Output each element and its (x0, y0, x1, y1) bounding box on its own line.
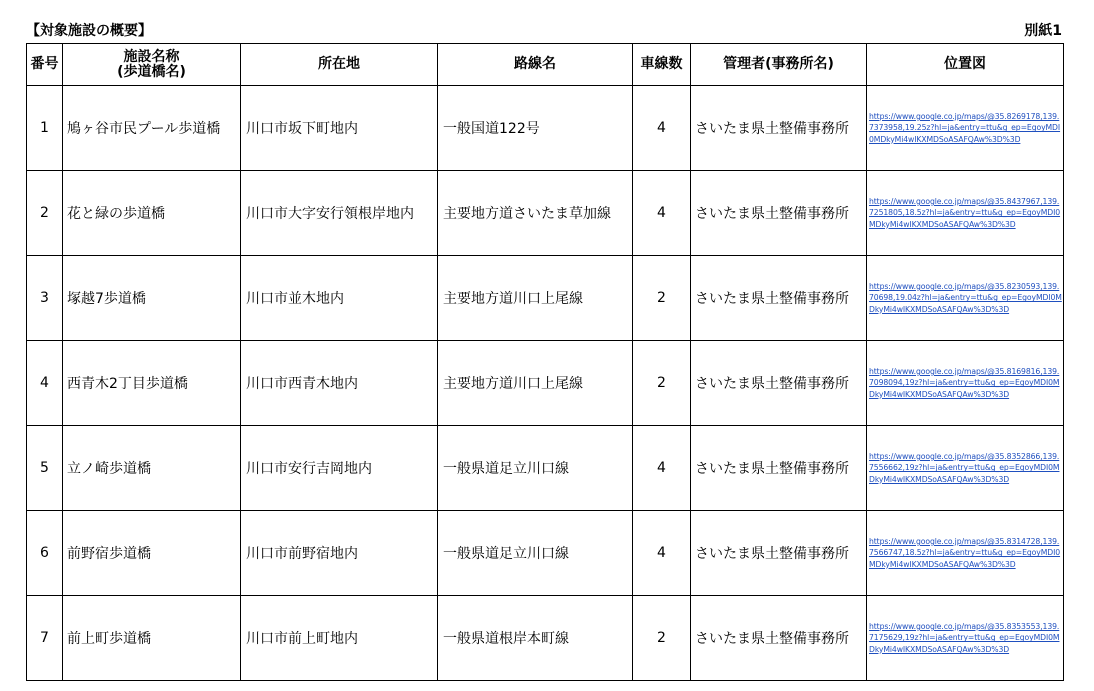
lane-count: 4 (633, 511, 691, 596)
row-number: 4 (27, 341, 63, 426)
header-facility-name: 施設名称 (歩道橋名) (63, 44, 241, 86)
lane-count: 4 (633, 426, 691, 511)
facility-location: 川口市坂下町地内 (241, 86, 438, 171)
header-number: 番号 (27, 44, 63, 86)
map-link[interactable]: https://www.google.co.jp/maps/@35.8169816,139.7098094,19z?hl=ja&entry=ttu&g_ep=EgoyMDI0MDkyMi4wIKXMDSoASAFQAw%3D%3D (869, 366, 1060, 399)
facility-name: 前上町歩道橋 (63, 596, 241, 681)
table-row (27, 596, 1064, 681)
map-link[interactable]: https://www.google.co.jp/maps/@35.8230593,139.70698,19.04z?hl=ja&entry=ttu&g_ep=EgoyMDI0MDkyMi4wIKXMDSoASAFQAw%3D%3D (869, 281, 1062, 314)
manager-office: さいたま県土整備事務所 (691, 341, 867, 426)
header-lanes: 車線数 (633, 44, 691, 86)
manager-office: さいたま県土整備事務所 (691, 596, 867, 681)
route-name: 一般県道足立川口線 (438, 426, 633, 511)
facility-location: 川口市安行吉岡地内 (241, 426, 438, 511)
manager-office: さいたま県土整備事務所 (691, 171, 867, 256)
route-name: 一般県道根岸本町線 (438, 596, 633, 681)
row-number: 3 (27, 256, 63, 341)
table-row (27, 341, 1064, 426)
table-row (27, 426, 1064, 511)
table-row (27, 86, 1064, 171)
map-link[interactable]: https://www.google.co.jp/maps/@35.8314728,139.7566747,18.5z?hl=ja&entry=ttu&g_ep=EgoyMDI0MDkyMi4wIKXMDSoASAFQAw%3D%3D (869, 536, 1061, 569)
row-number: 2 (27, 171, 63, 256)
header-location: 所在地 (241, 44, 438, 86)
facility-name: 立ノ崎歩道橋 (63, 426, 241, 511)
facility-name: 鳩ヶ谷市民プール歩道橋 (63, 86, 241, 171)
document-header (26, 17, 1062, 39)
lane-count: 2 (633, 596, 691, 681)
row-number: 1 (27, 86, 63, 171)
row-number: 5 (27, 426, 63, 511)
facility-location: 川口市西青木地内 (241, 341, 438, 426)
lane-count: 2 (633, 256, 691, 341)
manager-office: さいたま県土整備事務所 (691, 256, 867, 341)
table-row (27, 256, 1064, 341)
facility-name: 花と緑の歩道橋 (63, 171, 241, 256)
document-title: 【対象施設の概要】 (26, 23, 152, 39)
route-name: 主要地方道川口上尾線 (438, 341, 633, 426)
lane-count: 2 (633, 341, 691, 426)
lane-count: 4 (633, 86, 691, 171)
facility-name: 西青木2丁目歩道橋 (63, 341, 241, 426)
map-link[interactable]: https://www.google.co.jp/maps/@35.8437967,139.7251805,18.5z?hl=ja&entry=ttu&g_ep=EgoyMDI0MDkyMi4wIKXMDSoASAFQAw%3D%3D (869, 196, 1061, 229)
table-row (27, 171, 1064, 256)
map-link[interactable]: https://www.google.co.jp/maps/@35.8269178,139.7373958,19.25z?hl=ja&entry=ttu&g_ep=EgoyMDI0MDkyMi4wIKXMDSoASAFQAw%3D%3D (869, 111, 1061, 144)
lane-count: 4 (633, 171, 691, 256)
map-link[interactable]: https://www.google.co.jp/maps/@35.8352866,139.7556662,19z?hl=ja&entry=ttu&g_ep=EgoyMDI0MDkyMi4wIKXMDSoASAFQAw%3D%3D (869, 451, 1060, 484)
facility-table (26, 43, 1064, 681)
map-link[interactable]: https://www.google.co.jp/maps/@35.8353553,139.7175629,19z?hl=ja&entry=ttu&g_ep=EgoyMDI0MDkyMi4wIKXMDSoASAFQAw%3D%3D (869, 621, 1060, 654)
facility-location: 川口市並木地内 (241, 256, 438, 341)
route-name: 一般県道足立川口線 (438, 511, 633, 596)
table-row (27, 511, 1064, 596)
facility-location: 川口市大字安行領根岸地内 (241, 171, 438, 256)
route-name: 主要地方道川口上尾線 (438, 256, 633, 341)
row-number: 6 (27, 511, 63, 596)
manager-office: さいたま県土整備事務所 (691, 86, 867, 171)
header-map: 位置図 (867, 44, 1064, 86)
header-manager: 管理者(事務所名) (691, 44, 867, 86)
row-number: 7 (27, 596, 63, 681)
facility-location: 川口市前上町地内 (241, 596, 438, 681)
manager-office: さいたま県土整備事務所 (691, 426, 867, 511)
manager-office: さいたま県土整備事務所 (691, 511, 867, 596)
table-header-row (27, 44, 1064, 86)
facility-name: 前野宿歩道橋 (63, 511, 241, 596)
facility-location: 川口市前野宿地内 (241, 511, 438, 596)
header-route: 路線名 (438, 44, 633, 86)
attachment-label: 別紙1 (1024, 23, 1062, 39)
facility-name: 塚越7歩道橋 (63, 256, 241, 341)
route-name: 一般国道122号 (438, 86, 633, 171)
route-name: 主要地方道さいたま草加線 (438, 171, 633, 256)
